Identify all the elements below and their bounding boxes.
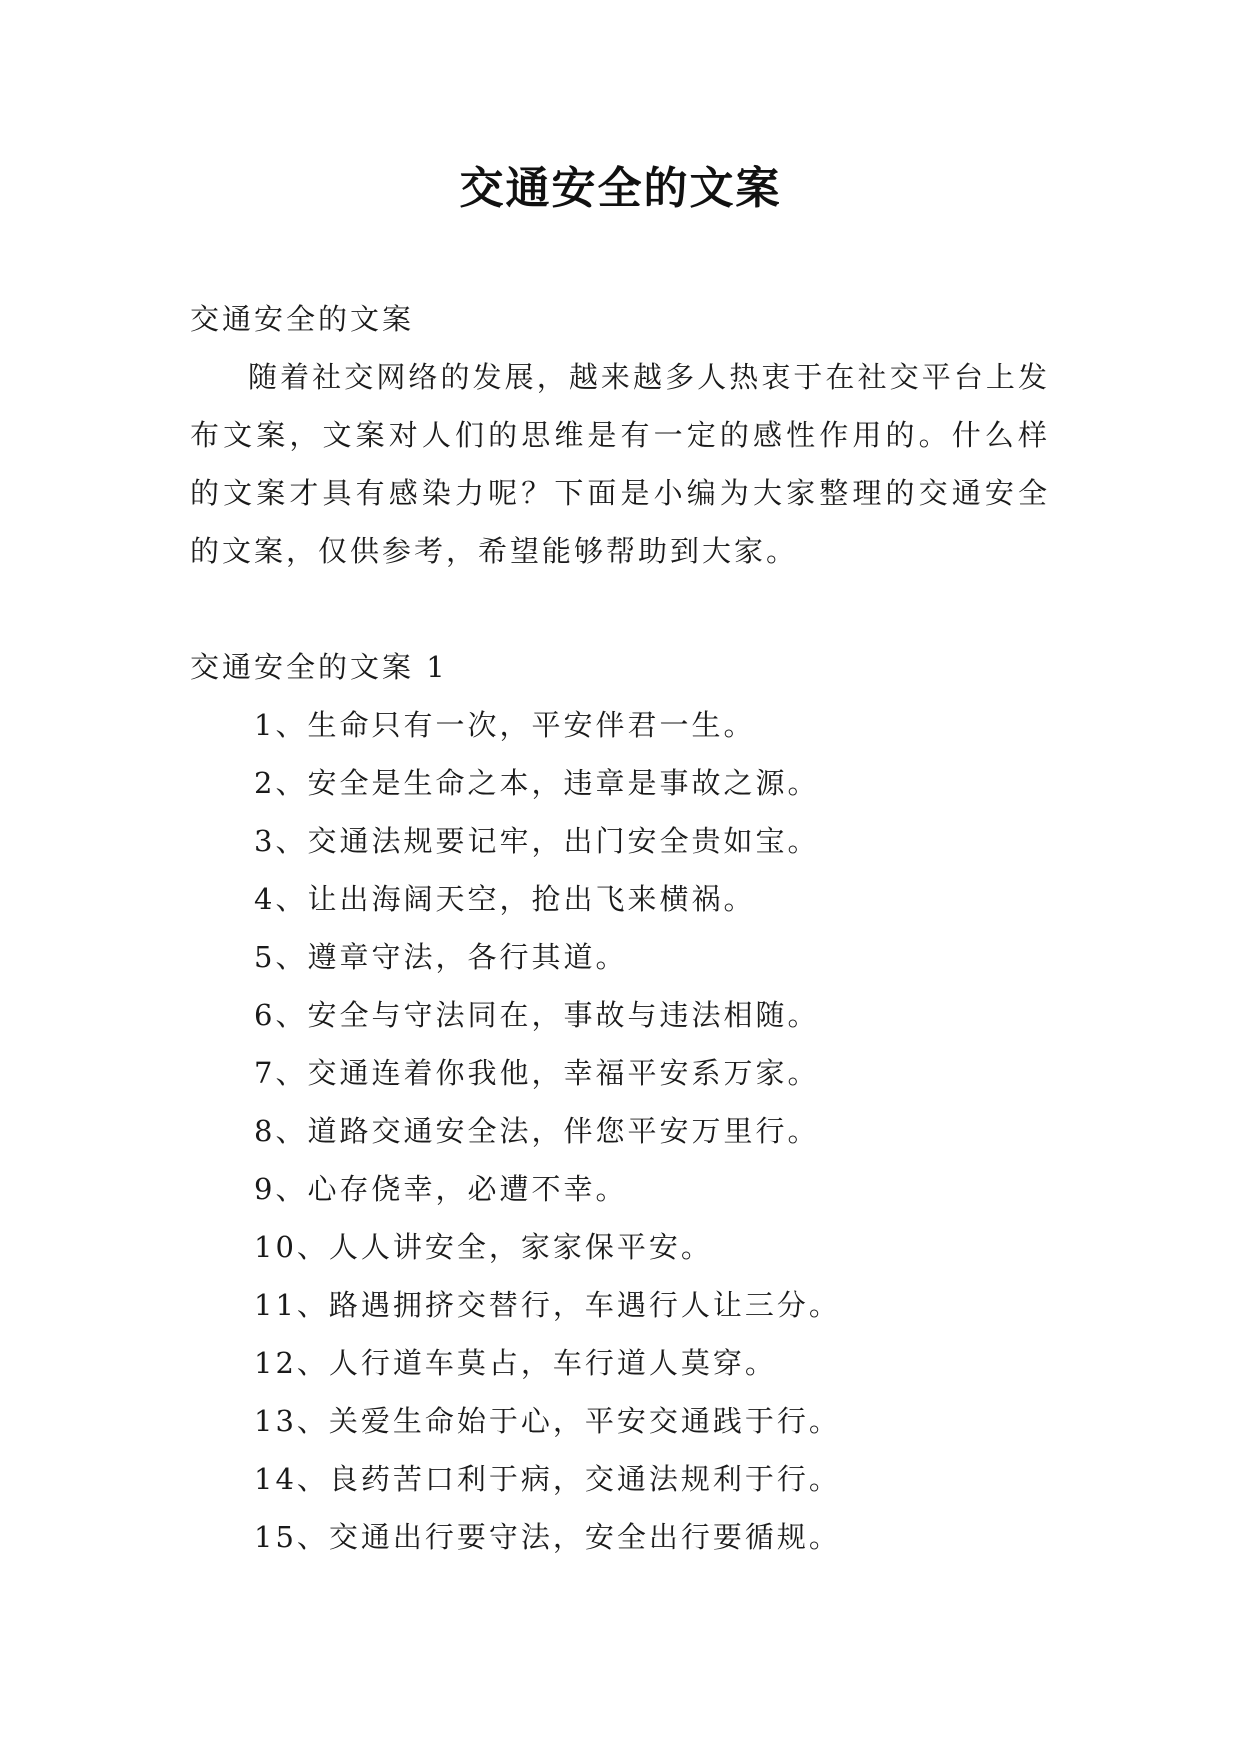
list-item: 9、心存侥幸，必遭不幸。: [254, 1172, 628, 1206]
paragraph-spacer: [190, 580, 1050, 638]
part-heading: 交通安全的文案 1: [190, 650, 448, 684]
slogan-list: [190, 696, 1050, 1566]
list-item: 15、交通出行要守法，安全出行要循规。: [254, 1520, 841, 1554]
list-item: 6、安全与守法同在，事故与违法相随。: [254, 998, 820, 1032]
list-item: 4、让出海阔天空，抢出飞来横祸。: [254, 882, 756, 916]
list-item: 14、良药苦口利于病，交通法规利于行。: [254, 1462, 841, 1496]
list-item: 1、生命只有一次，平安伴君一生。: [254, 708, 756, 742]
list-item: 7、交通连着你我他，幸福平安系万家。: [254, 1056, 820, 1090]
list-item: 12、人行道车莫占，车行道人莫穿。: [254, 1346, 777, 1380]
list-item: 5、遵章守法，各行其道。: [254, 940, 628, 974]
list-item: 11、路遇拥挤交替行，车遇行人让三分。: [254, 1288, 841, 1322]
document-title: 交通安全的文案: [459, 163, 782, 214]
document-body: [190, 290, 1050, 1566]
list-item: 10、人人讲安全，家家保平安。: [254, 1230, 713, 1264]
list-item: 3、交通法规要记牢，出门安全贵如宝。: [254, 824, 820, 858]
list-item: 13、关爱生命始于心，平安交通践于行。: [254, 1404, 841, 1438]
intro-paragraph: 随着社交网络的发展，越来越多人热衷于在社交平台上发布文案，文案对人们的思维是有一定的感性作用的。什么样的文案才具有感染力呢？下面是小编为大家整理的交通安全的文案，仅供参考，希望能够帮助到大家。: [190, 360, 1050, 568]
section-heading: 交通安全的文案: [190, 302, 415, 336]
list-item: 8、道路交通安全法，伴您平安万里行。: [254, 1114, 820, 1148]
list-item: 2、安全是生命之本，违章是事故之源。: [254, 766, 820, 800]
